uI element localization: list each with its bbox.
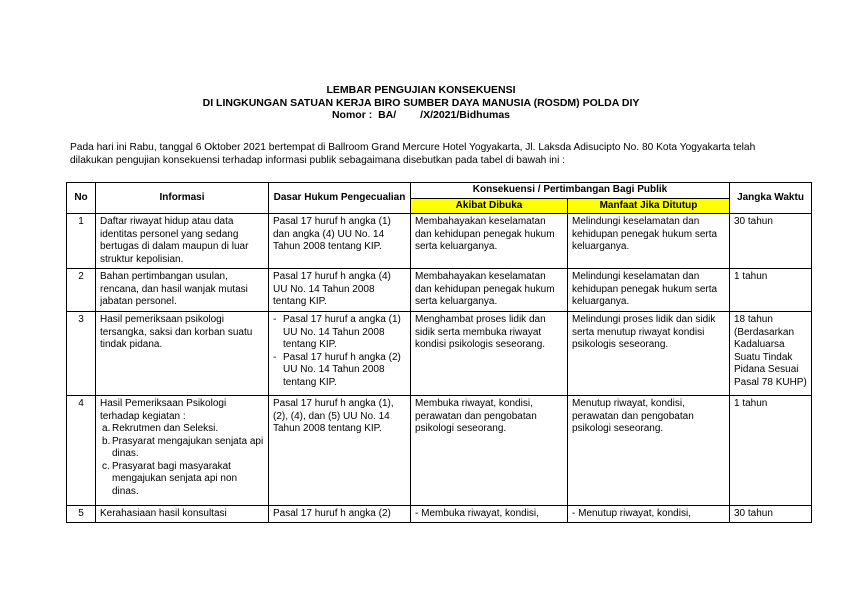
- intro-line-2: dilakukan pengujian konsekuensi terhadap informasi publik sebagaimana disebutkan pada tabel di bawah ini :: [70, 154, 565, 166]
- cell-akibat-dibuka: - Membuka riwayat, kondisi,: [411, 506, 568, 523]
- header-no: No: [67, 183, 96, 214]
- cell-dasar-hukum: Pasal 17 huruf h angka (1), (2), (4), dan (5) UU No. 14 Tahun 2008 tentang KIP.: [269, 396, 411, 506]
- cell-informasi: Daftar riwayat hidup atau data identitas personel yang sedang bertugas di dalam maupun di luar struktur kepolisian.: [96, 214, 269, 269]
- cell-jangka-waktu: 1 tahun: [730, 396, 812, 506]
- header-informasi: Informasi: [96, 183, 269, 214]
- list-item: b. Prasyarat mengajukan senjata api dinas.: [102, 435, 264, 459]
- cell-no: 4: [67, 396, 96, 506]
- nomor-part1: BA/: [378, 109, 397, 121]
- cell-akibat-dibuka: Menghambat proses lidik dan sidik serta membuka riwayat kondisi psikologis seseorang.: [411, 312, 568, 396]
- table-row: [67, 506, 812, 523]
- intro-line-1: Pada hari ini Rabu, tanggal 6 Oktober 2021 bertempat di Ballroom Grand Mercure Hotel Yogyakarta, Jl. Laksda Adisucipto No. 80 Kota Yogyakarta telah: [70, 142, 756, 153]
- list-item: - Pasal 17 huruf h angka (2) UU No. 14 Tahun 2008 tentang KIP.: [273, 352, 407, 390]
- cell-akibat-dibuka: Membahayakan keselamatan dan kehidupan penegak hukum serta keluarganya.: [411, 269, 568, 312]
- cell-manfaat-jika-ditutup: - Menutup riwayat, kondisi,: [568, 506, 730, 523]
- cell-dasar-hukum: Pasal 17 huruf h angka (1) dan angka (4) UU No. 14 Tahun 2008 tentang KIP.: [269, 214, 411, 269]
- cell-informasi: Bahan pertimbangan usulan, rencana, dan hasil wanjak mutasi jabatan personel.: [96, 269, 269, 312]
- nomor-part2: /X/2021/Bidhumas: [420, 109, 511, 121]
- nomor-label: Nomor :: [331, 109, 373, 121]
- cell-manfaat-jika-ditutup: Melindungi keselamatan dan kehidupan penegak hukum serta keluarganya.: [568, 214, 730, 269]
- list-item: c. Prasyarat bagi masyarakat mengajukan senjata api non dinas.: [102, 460, 238, 497]
- cell-dasar-hukum: [269, 312, 411, 396]
- cell-akibat-dibuka: Membahayakan keselamatan dan kehidupan penegak hukum serta keluarganya.: [411, 214, 568, 269]
- document-header: [0, 84, 842, 122]
- cell-akibat-dibuka: Membuka riwayat, kondisi, perawatan dan pengobatan psikologi seseorang.: [411, 396, 568, 506]
- document-title: LEMBAR PENGUJIAN KONSEKUENSI: [326, 84, 516, 96]
- list-item: - Pasal 17 huruf a angka (1) UU No. 14 Tahun 2008 tentang KIP.: [273, 314, 407, 352]
- cell-jangka-waktu: 18 tahun (Berdasarkan Kadaluarsa Suatu Tindak Pidana Sesuai Pasal 78 KUHP): [730, 312, 812, 396]
- list-item: a. Rekrutmen dan Seleksi.: [102, 423, 219, 434]
- table-row: [67, 269, 812, 312]
- cell-no: 5: [67, 506, 96, 523]
- document-subtitle: DI LINGKUNGAN SATUAN KERJA BIRO SUMBER DAYA MANUSIA (ROSDM) POLDA DIY: [202, 96, 640, 109]
- table-row: [67, 312, 812, 396]
- cell-jangka-waktu: 30 tahun: [730, 214, 812, 269]
- cell-manfaat-jika-ditutup: Melindungi proses lidik dan sidik serta menutup riwayat kondisi psikologis seseorang.: [568, 312, 730, 396]
- cell-dasar-hukum: Pasal 17 huruf h angka (2): [269, 506, 411, 523]
- cell-informasi: Hasil pemeriksaan psikologi tersangka, saksi dan korban suatu tindak pidana.: [96, 312, 269, 396]
- cell-dasar-hukum: Pasal 17 huruf h angka (4) UU No. 14 Tahun 2008 tentang KIP.: [269, 269, 411, 312]
- cell-no: 3: [67, 312, 96, 396]
- dasar-hukum-list: [273, 314, 407, 389]
- cell-jangka-waktu: 1 tahun: [730, 269, 812, 312]
- intro-paragraph: [70, 142, 790, 167]
- header-dasar-hukum: Dasar Hukum Pengecualian: [269, 183, 411, 214]
- kegiatan-list: [100, 423, 265, 498]
- cell-informasi: Kerahasiaan hasil konsultasi: [96, 506, 269, 523]
- table-row: [67, 396, 812, 506]
- header-konsekuensi: Konsekuensi / Pertimbangan Bagi Publik: [411, 183, 730, 199]
- header-manfaat-jika-ditutup: Manfaat Jika Ditutup: [568, 198, 730, 214]
- header-jangka-waktu: Jangka Waktu: [730, 183, 812, 214]
- cell-manfaat-jika-ditutup: Melindungi keselamatan dan kehidupan penegak hukum serta keluarganya.: [568, 269, 730, 312]
- cell-no: 1: [67, 214, 96, 269]
- cell-manfaat-jika-ditutup: Menutup riwayat, kondisi, perawatan dan pengobatan psikologi seseorang.: [568, 396, 730, 506]
- cell-no: 2: [67, 269, 96, 312]
- table-row: [67, 214, 812, 269]
- document-number: [0, 109, 842, 122]
- cell-informasi: [96, 396, 269, 506]
- consequence-table: [66, 182, 812, 523]
- header-akibat-dibuka: Akibat Dibuka: [411, 198, 568, 214]
- cell-jangka-waktu: 30 tahun: [730, 506, 812, 523]
- informasi-intro: Hasil Pemeriksaan Psikologi terhadap kegiatan :: [100, 398, 227, 422]
